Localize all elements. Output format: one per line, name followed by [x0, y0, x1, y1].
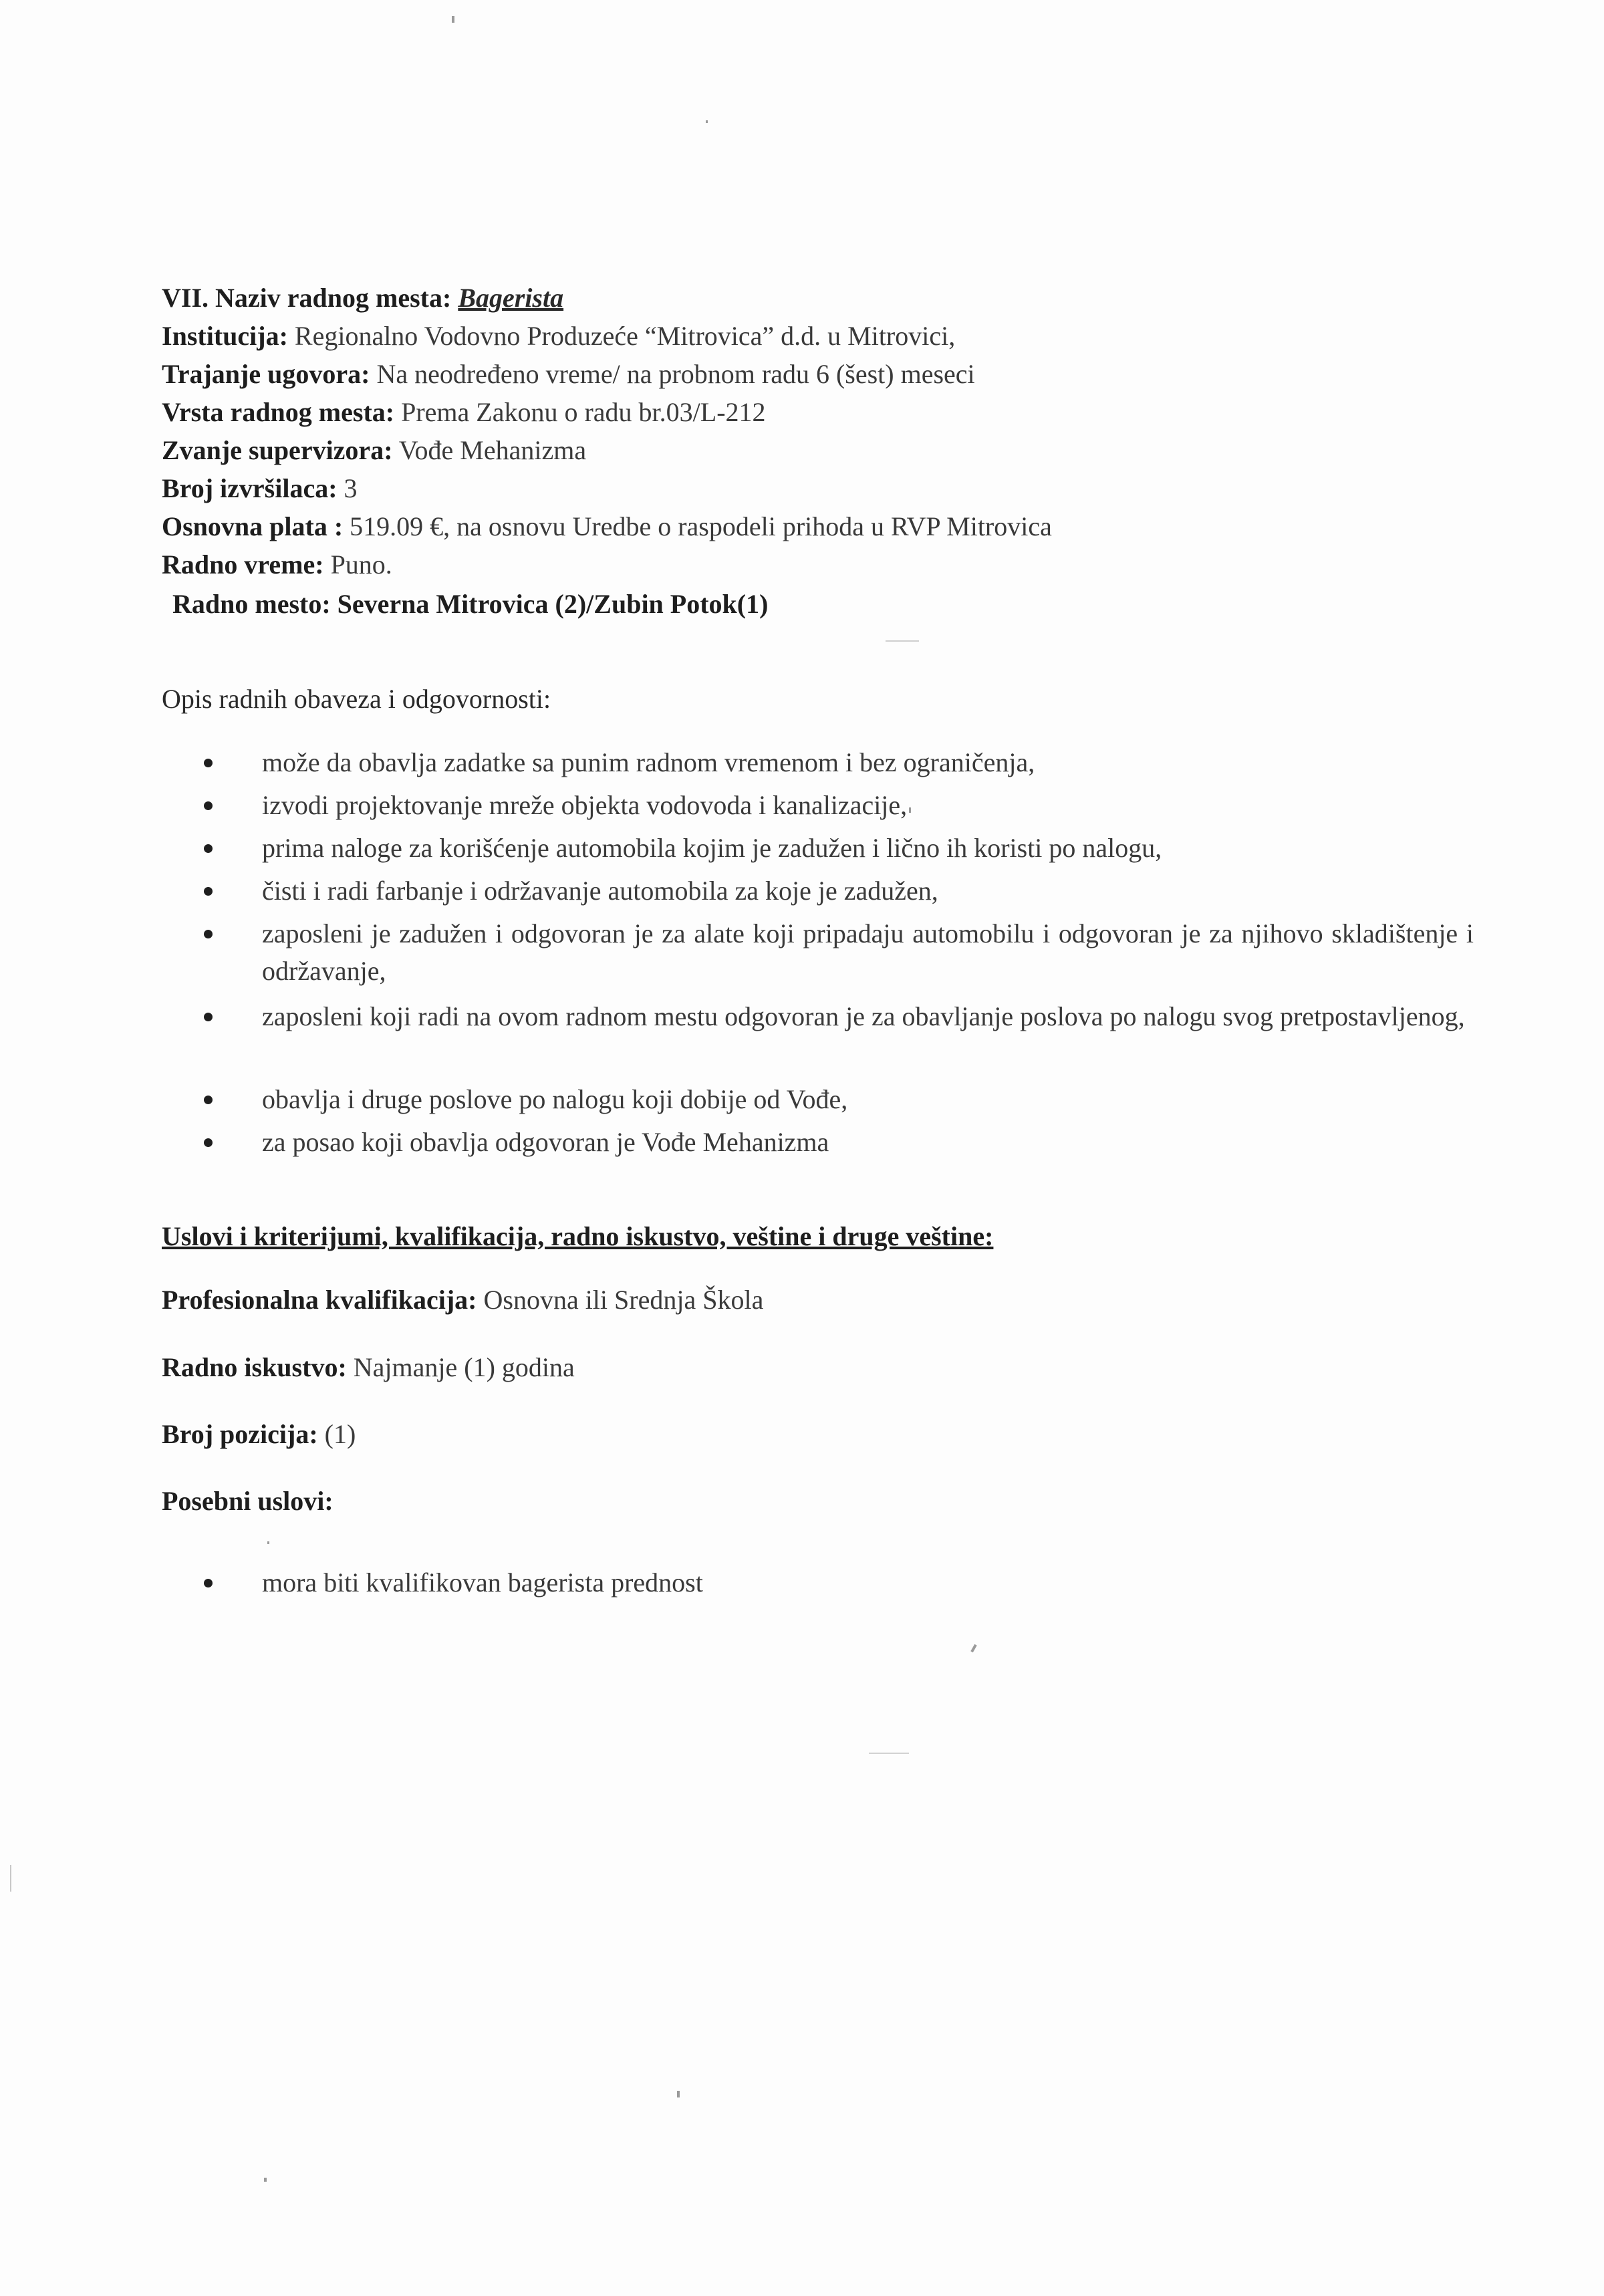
scan-speck	[706, 120, 708, 123]
field-label: Radno vreme:	[162, 549, 324, 580]
position-title-line	[162, 279, 563, 317]
scan-speck	[970, 1644, 976, 1652]
field-work-location	[172, 586, 768, 623]
duty-text: može da obavlja zadatke sa punim radnom vremenom i bez ograničenja,	[262, 747, 1035, 777]
scan-speck	[677, 2091, 680, 2097]
field-label: Profesionalna kvalifikacija:	[162, 1285, 477, 1315]
special-condition-text: mora biti kvalifikovan bagerista prednost	[262, 1567, 703, 1598]
field-value: Najmanje (1) godina	[353, 1352, 575, 1382]
field-supervisor	[162, 432, 586, 469]
list-item	[204, 872, 1474, 910]
field-contract-duration	[162, 356, 975, 393]
list-item	[204, 915, 1474, 990]
field-value: Severna Mitrovica (2)/Zubin Potok(1)	[337, 589, 769, 619]
list-item	[204, 744, 1474, 781]
field-value: 3	[344, 473, 358, 503]
duty-text: zaposleni koji radi na ovom radnom mestu odgovoran je za obavljanje poslova po nalogu svog pretpostavljenog,	[262, 1001, 1465, 1031]
requirements-heading: Uslovi i kriterijumi, kvalifikacija, radno iskustvo, veštine i druge veštine:	[162, 1221, 994, 1251]
scan-speck	[10, 1865, 11, 1892]
list-item	[204, 1564, 1474, 1602]
list-item	[204, 787, 1474, 824]
field-label: Radno mesto:	[172, 589, 331, 619]
bullet-icon	[204, 1096, 213, 1104]
duty-text: za posao koji obavlja odgovoran je Vođe Mehanizma	[262, 1127, 829, 1157]
field-label: Osnovna plata :	[162, 511, 344, 541]
bullet-icon	[204, 759, 213, 767]
field-base-salary	[162, 508, 1052, 545]
list-item	[204, 998, 1474, 1035]
scan-speck	[264, 2178, 267, 2182]
duty-text: prima naloge za korišćenje automobila kojim je zadužen i lično ih koristi po nalogu,	[262, 833, 1162, 863]
field-label: Vrsta radnog mesta:	[162, 397, 395, 427]
duties-heading: Opis radnih obaveza i odgovornosti:	[162, 684, 551, 714]
field-label: Broj izvršilaca:	[162, 473, 338, 503]
duty-text: izvodi projektovanje mreže objekta vodovoda i kanalizacije,	[262, 790, 908, 820]
scan-speck	[909, 807, 911, 813]
list-item	[204, 1081, 1474, 1118]
field-value: Na neodređeno vreme/ na probnom radu 6 (šest) meseci	[376, 359, 975, 389]
list-item	[204, 830, 1474, 867]
scan-speck	[886, 640, 919, 642]
field-institution	[162, 317, 955, 355]
scan-speck	[452, 16, 454, 23]
field-executors-count	[162, 470, 358, 507]
bullet-icon	[204, 930, 213, 938]
field-label: Broj pozicija:	[162, 1419, 318, 1449]
field-position-type	[162, 394, 766, 431]
field-value: (1)	[324, 1419, 356, 1449]
field-label: Zvanje supervizora:	[162, 435, 393, 465]
bullet-icon	[204, 1138, 213, 1147]
special-conditions-heading: Posebni uslovi:	[162, 1486, 333, 1516]
scan-speck	[869, 1753, 909, 1754]
bullet-icon	[204, 801, 213, 810]
field-label: Institucija:	[162, 321, 288, 351]
bullet-icon	[204, 844, 213, 853]
field-qualification	[162, 1281, 763, 1319]
duty-text: zaposleni je zadužen i odgovoran je za alate koji pripadaju automobilu i odgovoran je za njihovo skladištenje i održavanje,	[262, 918, 1474, 986]
list-item	[204, 1124, 1474, 1161]
duty-text: obavlja i druge poslove po nalogu koji dobije od Vođe,	[262, 1084, 848, 1114]
position-title-label: VII. Naziv radnog mesta:	[162, 283, 452, 313]
scan-speck	[267, 1541, 269, 1544]
position-title-value: Bagerista	[458, 283, 564, 313]
field-value: 519.09 €, na osnovu Uredbe o raspodeli prihoda u RVP Mitrovica	[350, 511, 1052, 541]
field-label: Radno iskustvo:	[162, 1352, 347, 1382]
field-value: Prema Zakonu o radu br.03/L-212	[401, 397, 766, 427]
field-experience	[162, 1349, 575, 1386]
field-label: Trajanje ugovora:	[162, 359, 370, 389]
bullet-icon	[204, 1013, 213, 1021]
bullet-icon	[204, 887, 213, 896]
field-working-hours	[162, 546, 392, 584]
bullet-icon	[204, 1579, 213, 1587]
field-positions-count	[162, 1416, 356, 1453]
field-value: Osnovna ili Srednja Škola	[483, 1285, 764, 1315]
field-value: Regionalno Vodovno Produzeće “Mitrovica” d.d. u Mitrovici,	[294, 321, 956, 351]
field-value: Vođe Mehanizma	[398, 435, 587, 465]
duty-text: čisti i radi farbanje i održavanje automobila za koje je zadužen,	[262, 876, 938, 906]
field-value: Puno.	[330, 549, 392, 580]
